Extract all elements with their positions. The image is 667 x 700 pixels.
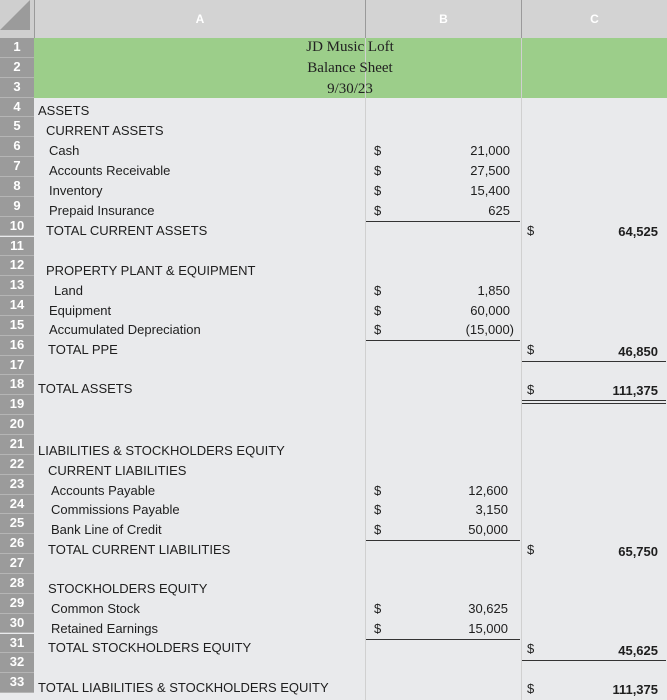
currency-symbol: $ [374,163,382,178]
row-header-18[interactable]: 18 [0,375,34,395]
subtotal-underline [366,639,520,640]
row-header-8[interactable]: 8 [0,177,34,197]
line-item-value: 27,500 [470,163,510,178]
row-header-15[interactable]: 15 [0,316,34,336]
currency-symbol: $ [527,681,535,696]
total-value: 65,750 [618,544,658,559]
row-header-6[interactable]: 6 [0,137,34,157]
line-item-label: Inventory [49,183,103,198]
line-item-label: Common Stock [51,601,140,616]
row-header-2[interactable]: 2 [0,58,34,78]
column-header-bar [0,0,667,39]
row-header-22[interactable]: 22 [0,455,34,475]
row-header-13[interactable]: 13 [0,276,34,296]
report-title: Balance Sheet [307,60,393,76]
row-header-32[interactable]: 32 [0,653,34,673]
total-value: 64,525 [618,224,658,239]
row-header-1[interactable]: 1 [0,38,34,58]
total-underline [522,361,666,362]
row-header-9[interactable]: 9 [0,197,34,217]
line-item-label: Commissions Payable [51,502,180,517]
currency-symbol: $ [527,382,535,397]
row-header-28[interactable]: 28 [0,574,34,594]
total-label: TOTAL CURRENT LIABILITIES [48,542,231,557]
line-item-value: 12,600 [468,483,508,498]
total-label: TOTAL PPE [48,342,118,357]
row-header-14[interactable]: 14 [0,296,34,316]
line-item-label: Bank Line of Credit [51,522,162,537]
column-header-c[interactable]: C [522,0,667,38]
row-header-10[interactable]: 10 [0,217,34,237]
equity-heading: STOCKHOLDERS EQUITY [48,581,208,596]
total-liabilities-equity-value: 111,375 [612,682,658,697]
grid-line [521,38,522,700]
line-item-label: Accumulated Depreciation [49,322,201,337]
ppe-heading: PROPERTY PLANT & EQUIPMENT [46,263,256,278]
currency-symbol: $ [374,203,382,218]
line-item-value: 21,000 [470,143,510,158]
report-date: 9/30/23 [327,81,373,97]
currency-symbol: $ [374,621,382,636]
line-item-value: 3,150 [475,502,508,517]
assets-heading: ASSETS [38,103,90,118]
currency-symbol: $ [374,322,382,337]
currency-symbol: $ [374,522,382,537]
row-header-31[interactable]: 31 [0,634,34,654]
currency-symbol: $ [374,601,382,616]
line-item-value: (15,000) [465,322,514,337]
row-header-33[interactable]: 33 [0,673,34,693]
total-label: TOTAL STOCKHOLDERS EQUITY [48,640,252,655]
line-item-value: 60,000 [470,303,510,318]
row-header-7[interactable]: 7 [0,157,34,177]
currency-symbol: $ [374,502,382,517]
currency-symbol: $ [374,283,382,298]
total-assets-label: TOTAL ASSETS [38,381,133,396]
double-underline [522,403,666,404]
row-header-4[interactable]: 4 [0,98,34,118]
line-item-value: 15,000 [468,621,508,636]
row-header-30[interactable]: 30 [0,614,34,634]
current-assets-heading: CURRENT ASSETS [46,123,164,138]
row-header-3[interactable]: 3 [0,78,34,98]
total-value: 46,850 [618,344,658,359]
line-item-value: 625 [488,203,510,218]
subtotal-underline [366,340,520,341]
total-value: 45,625 [618,643,658,658]
row-header-27[interactable]: 27 [0,554,34,574]
company-title: JD Music Loft [306,39,394,55]
currency-symbol: $ [374,183,382,198]
currency-symbol: $ [374,483,382,498]
line-item-label: Accounts Payable [51,483,156,498]
line-item-label: Equipment [49,303,112,318]
currency-symbol: $ [527,542,535,557]
total-liabilities-equity-label: TOTAL LIABILITIES & STOCKHOLDERS EQUITY [38,680,329,695]
row-header-26[interactable]: 26 [0,534,34,554]
column-header-b[interactable]: B [366,0,522,38]
total-assets-value: 111,375 [612,383,658,398]
subtotal-underline [366,221,520,222]
row-header-5[interactable]: 5 [0,117,34,137]
row-header-12[interactable]: 12 [0,256,34,276]
column-header-a[interactable]: A [35,0,366,38]
currency-symbol: $ [374,143,382,158]
total-label: TOTAL CURRENT ASSETS [46,223,208,238]
double-underline [522,400,666,401]
currency-symbol: $ [527,342,535,357]
select-all-corner[interactable] [0,0,35,38]
line-item-label: Land [54,283,83,298]
row-header-29[interactable]: 29 [0,594,34,614]
row-header-25[interactable]: 25 [0,514,34,534]
row-header-19[interactable]: 19 [0,395,34,415]
currency-symbol: $ [527,223,535,238]
line-item-label: Accounts Receivable [49,163,171,178]
row-header-17[interactable]: 17 [0,356,34,376]
total-underline [522,660,666,661]
line-item-label: Cash [49,143,80,158]
line-item-value: 1,850 [477,283,510,298]
current-liabilities-heading: CURRENT LIABILITIES [48,463,187,478]
line-item-value: 15,400 [470,183,510,198]
line-item-label: Prepaid Insurance [49,203,155,218]
grid-line [365,38,366,700]
currency-symbol: $ [374,303,382,318]
subtotal-underline [366,540,520,541]
line-item-label: Retained Earnings [51,621,158,636]
row-header-21[interactable]: 21 [0,435,34,455]
row-header-20[interactable]: 20 [0,415,34,435]
row-header-16[interactable]: 16 [0,336,34,356]
row-header-24[interactable]: 24 [0,495,34,515]
line-item-value: 50,000 [468,522,508,537]
line-item-value: 30,625 [468,601,508,616]
currency-symbol: $ [527,641,535,656]
row-header-11[interactable]: 11 [0,237,34,257]
liabilities-heading: LIABILITIES & STOCKHOLDERS EQUITY [38,443,285,458]
row-header-23[interactable]: 23 [0,475,34,495]
